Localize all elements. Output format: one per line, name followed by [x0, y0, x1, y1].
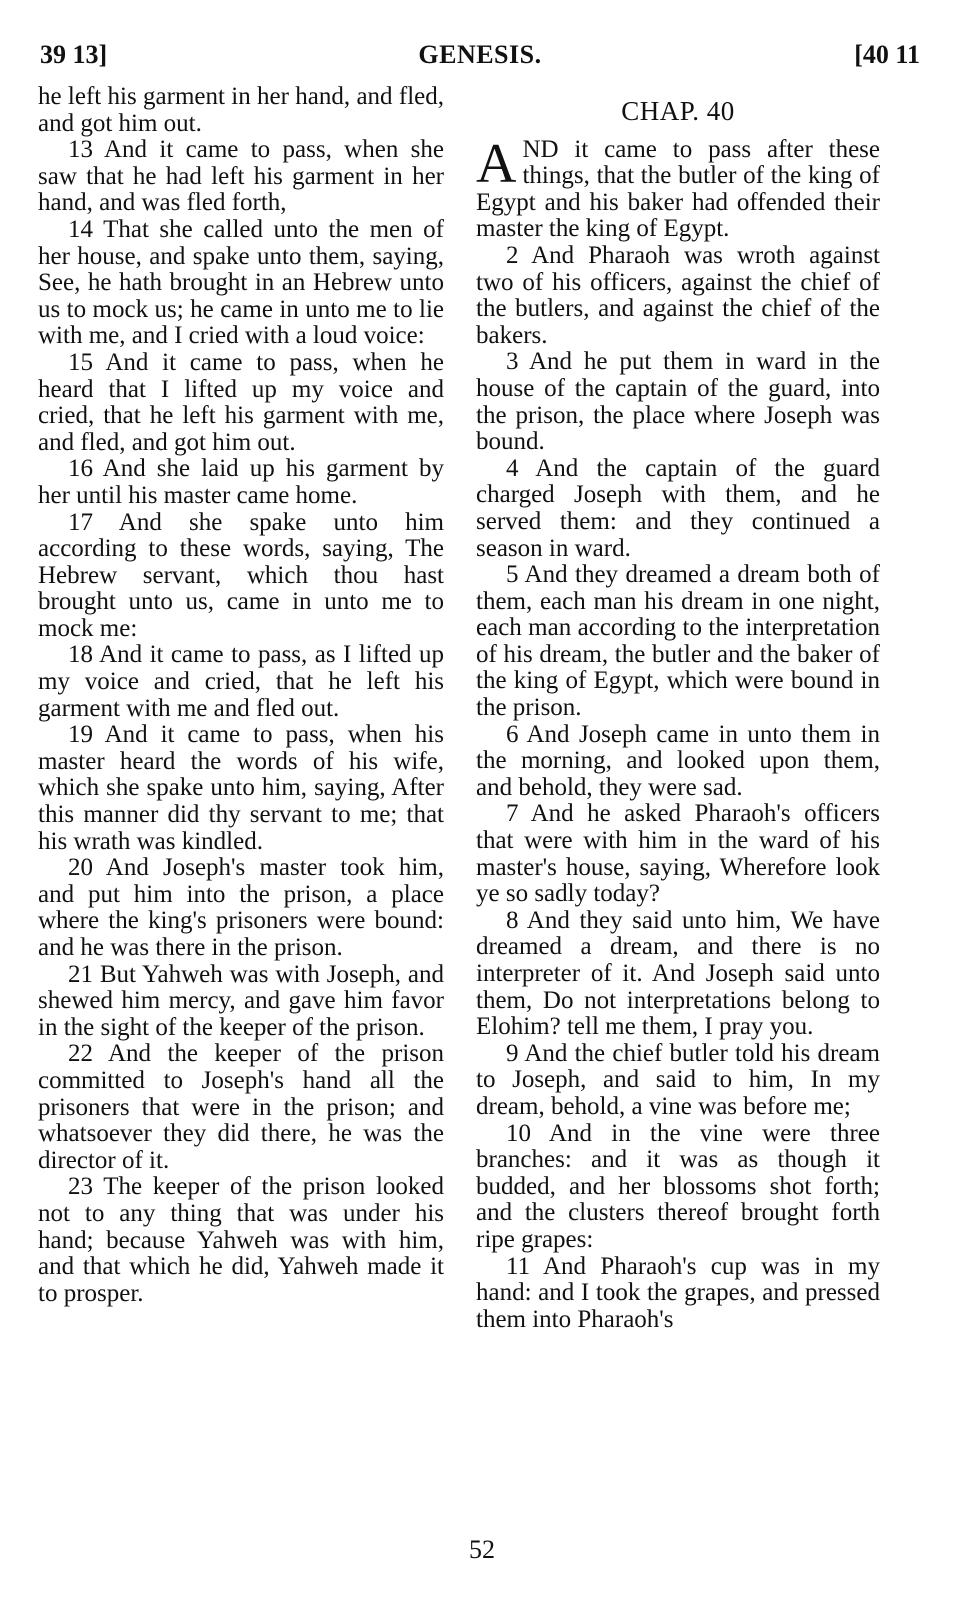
right-column [476, 84, 880, 1333]
verse-9: 9 And the chief butler told his dream to Joseph, and said to him, In my dream, behold, a vine was before me; [476, 1039, 880, 1120]
verse-6: 6 And Joseph came in unto them in the morning, and looked upon them, and behold, they were sad. [476, 720, 880, 801]
verse-3: 3 And he put them in ward in the house of the captain of the guard, into the prison, the place where Joseph was bound. [476, 348, 880, 456]
drop-cap: A [476, 132, 517, 195]
verse-7: 7 And he asked Pharaoh's officers that were with him in the ward of his master's house, saying, Wherefore look ye so sadly today? [476, 800, 880, 908]
verse-4: 4 And the captain of the guard charged Joseph with them, and he served them: and they continued a season in ward. [476, 454, 880, 562]
running-header [40, 40, 920, 80]
verse-18: 18 And it came to pass, as I lifted up my voice and cried, that he left his garment with me and fled out. [38, 641, 444, 722]
verse-16: 16 And she laid up his garment by her until his master came home. [38, 455, 444, 509]
left-column [38, 84, 444, 1307]
verse-continuation: he left his garment in her hand, and fled, and got him out. [38, 83, 444, 137]
verse-1 [476, 132, 880, 243]
header-right-reference: [40 11 [854, 40, 920, 69]
verse-11: 11 And Pharaoh's cup was in my hand: and I took the grapes, and pressed them into Pharaoh's [476, 1252, 880, 1333]
verse-17: 17 And she spake unto him according to these words, saying, The Hebrew servant, which thou hast brought unto us, came in unto me to mock me: [38, 508, 444, 642]
verse-2: 2 And Pharaoh was wroth against two of his officers, against the chief of the butlers, and against the chief of the bakers. [476, 241, 880, 349]
verse-8: 8 And they said unto him, We have dreamed a dream, and there is no interpreter of it. And Joseph said unto them, Do not interpretations belong to Elohim? tell me them, I pray you. [476, 906, 880, 1041]
verse-13: 13 And it came to pass, when she saw that he had left his garment in her hand, and was fled forth, [38, 136, 444, 217]
verse-1-text: ND it came to pass after these things, that the butler of the king of Egypt and his baker had offended their master the king of Egypt. [476, 135, 880, 243]
verse-14: 14 That she called unto the men of her house, and spake unto them, saying, See, he hath brought in an Hebrew unto us to mock us; he came in unto me to lie with me, and I cried with a loud voice: [38, 215, 444, 350]
verse-15: 15 And it came to pass, when he heard that I lifted up my voice and cried, that he left his garment with me, and fled, and got him out. [38, 348, 444, 456]
verse-22: 22 And the keeper of the prison committed to Joseph's hand all the prisoners that were in the prison; and whatsoever they did there, he was the director of it. [38, 1040, 444, 1174]
verse-23: 23 The keeper of the prison looked not to any thing that was under his hand; because Yahweh was with him, and that which he did, Yahweh made it to prosper. [38, 1173, 444, 1307]
verse-21: 21 But Yahweh was with Joseph, and shewed him mercy, and gave him favor in the sight of the keeper of the prison. [38, 960, 444, 1041]
verse-10: 10 And in the vine were three branches: and it was as though it budded, and her blossoms shot forth; and the clusters thereof brought forth ripe grapes: [476, 1119, 880, 1253]
verse-5: 5 And they dreamed a dream both of them, each man his dream in one night, each man according to the interpretation of his dream, the butler and the baker of the king of Egypt, which were bound in the prison. [476, 561, 880, 722]
header-left-reference: 39 13] [40, 40, 108, 69]
page-number: 52 [469, 1535, 495, 1564]
verse-20: 20 And Joseph's master took him, and put him into the prison, a place where the king's prisoners were bound: and he was there in the prison. [38, 854, 444, 961]
verse-19: 19 And it came to pass, when his master heard the words of his wife, which she spake unto him, saying, After this manner did thy servant to me; that his wrath was kindled. [38, 721, 444, 855]
chapter-heading: CHAP. 40 [621, 96, 735, 126]
book-title: GENESIS. [418, 40, 542, 69]
